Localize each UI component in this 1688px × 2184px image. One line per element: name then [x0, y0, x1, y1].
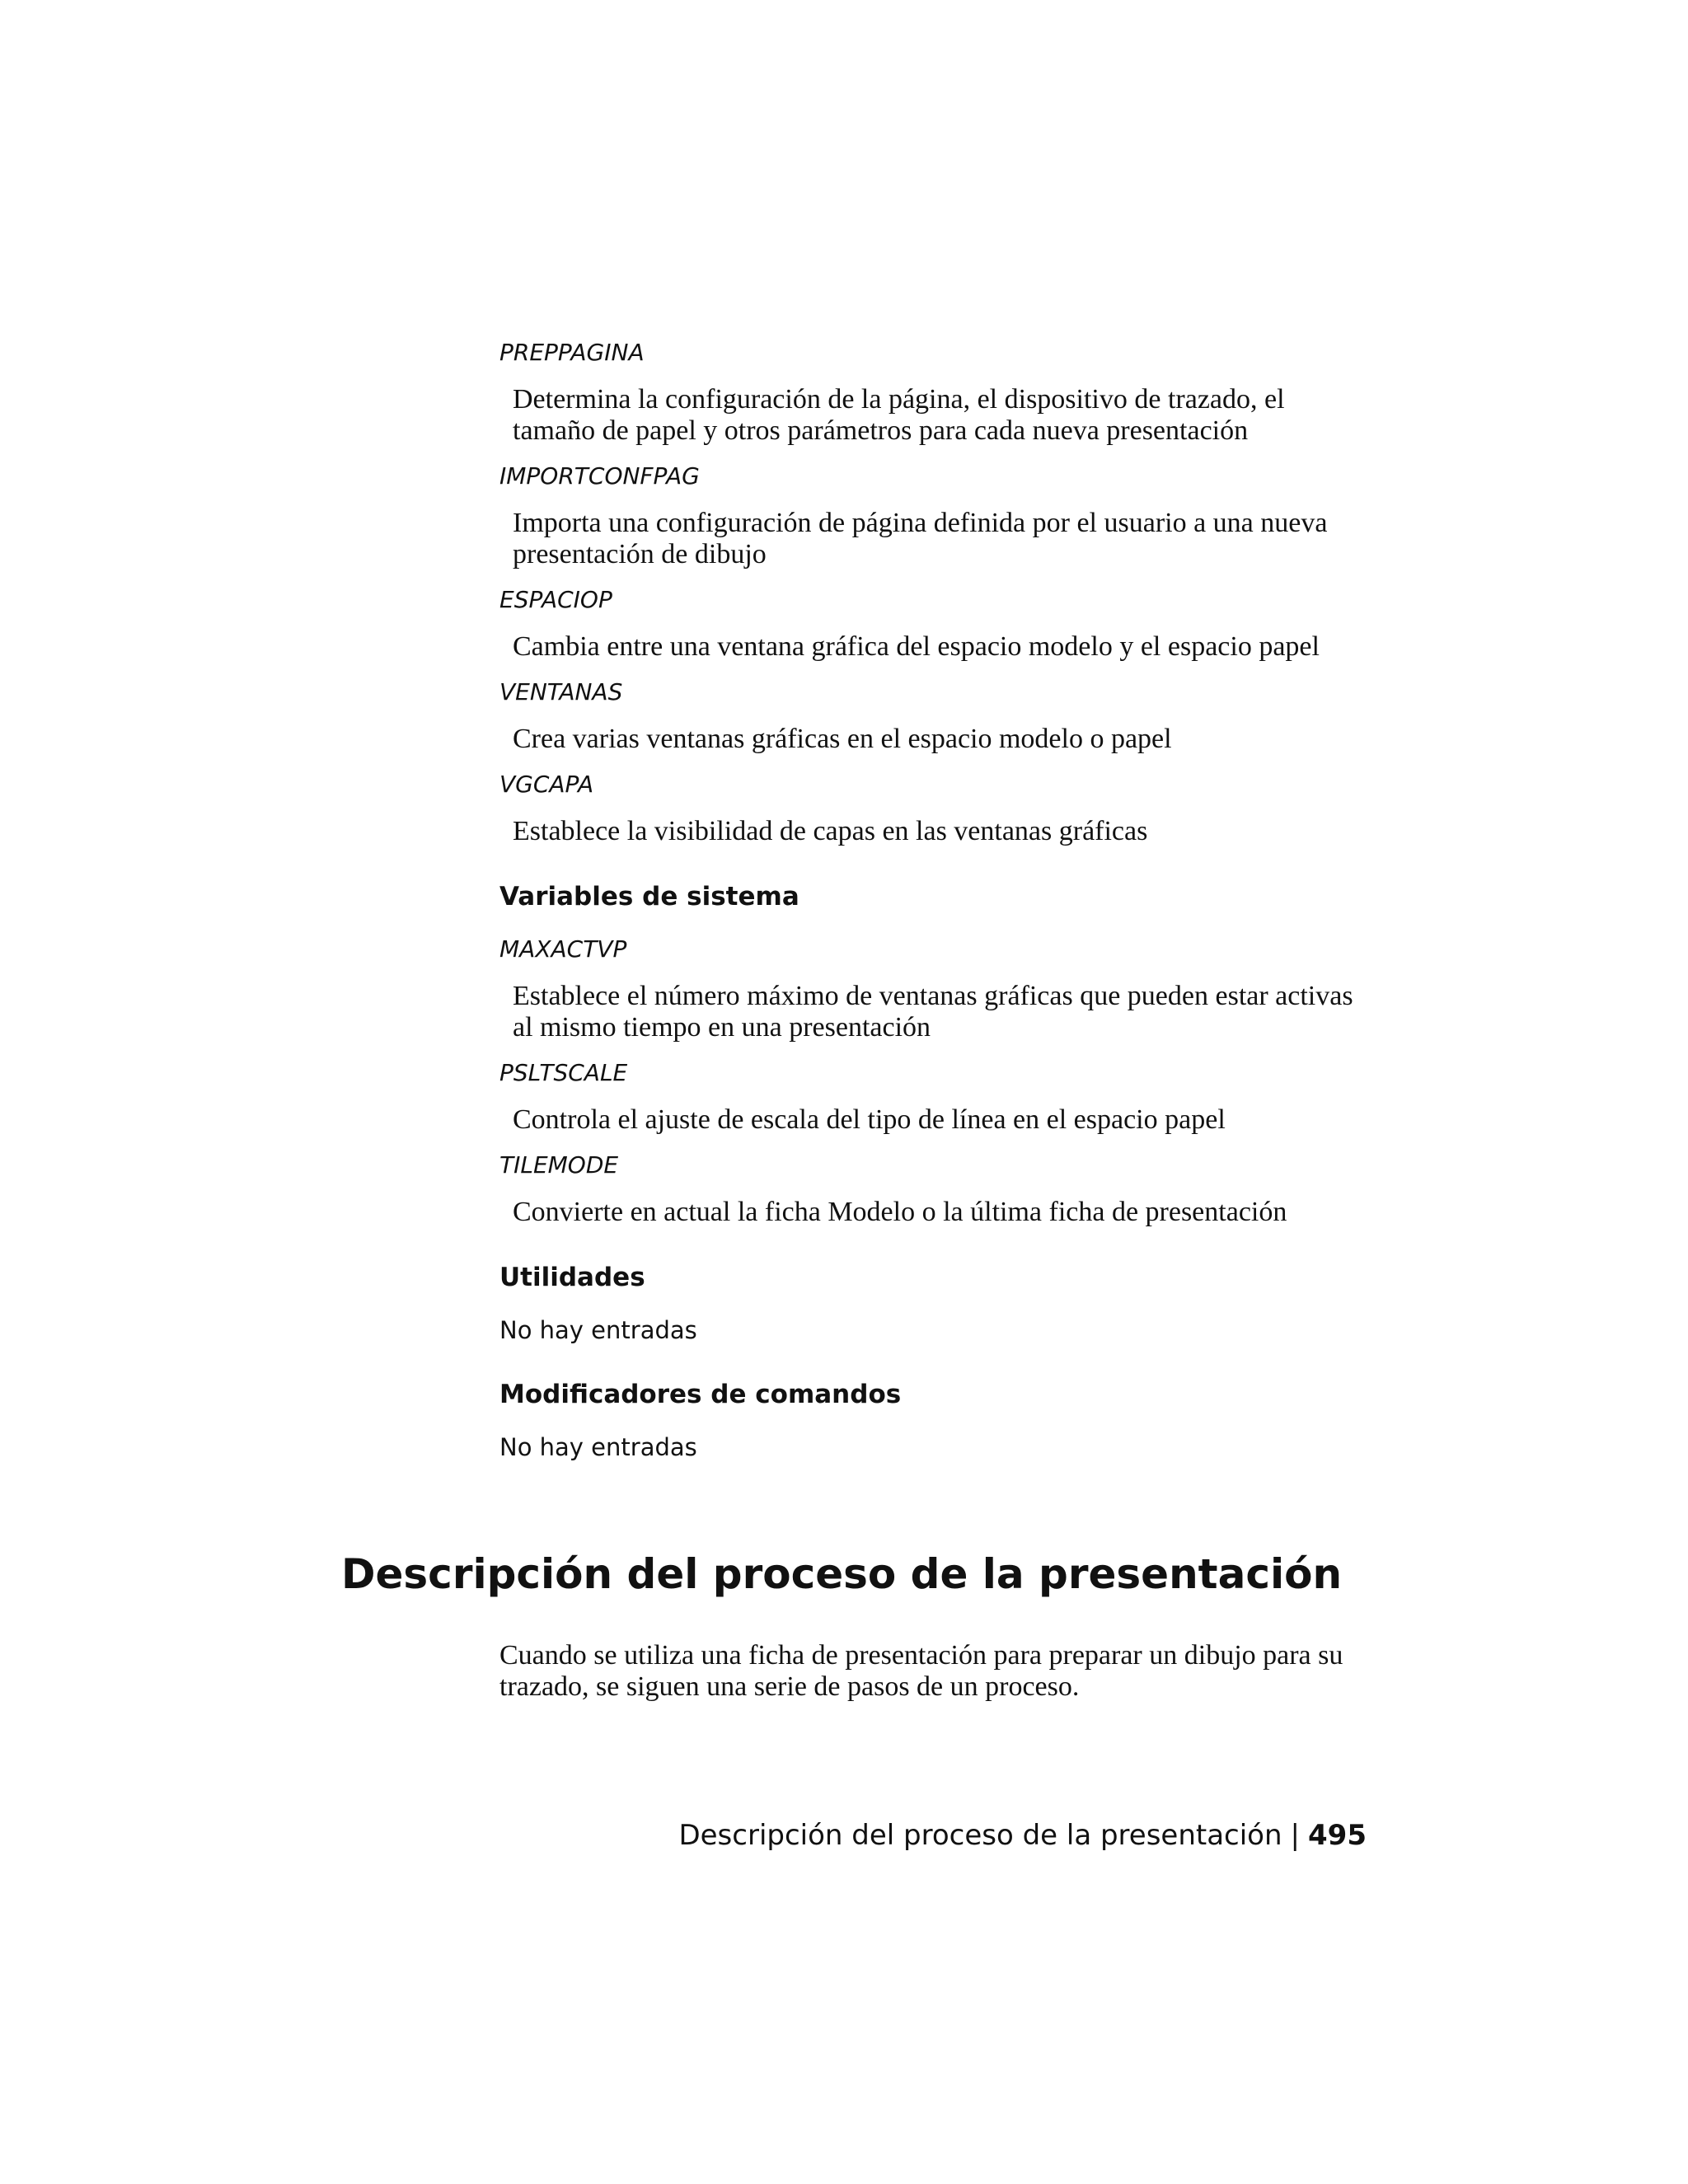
term-preppagina: PREPPAGINA	[499, 339, 645, 366]
term-ventanas: VENTANAS	[499, 678, 623, 705]
section-title: Descripción del proceso de la presentación	[341, 1550, 1343, 1598]
term-vgcapa: VGCAPA	[499, 771, 594, 798]
footer-separator: |	[1290, 1819, 1301, 1852]
section-body: Cuando se utiliza una ficha de presentación para preparar un dibujo para su trazado, se siguen una serie de pasos de un proceso.	[499, 1640, 1343, 1702]
desc-vgcapa: Establece la visibilidad de capas en las ventanas gráficas	[513, 816, 1148, 846]
term-importconfpag: IMPORTCONFPAG	[499, 462, 700, 490]
commands-list	[499, 338, 1373, 1479]
utilities-heading: Utilidades	[499, 1263, 645, 1292]
footer-title: Descripción del proceso de la presentación	[678, 1819, 1282, 1852]
desc-importconfpag: Importa una configuración de página definida por el usuario a una nueva presentación de dibujo	[513, 508, 1328, 569]
term-psltscale: PSLTSCALE	[499, 1059, 628, 1086]
desc-preppagina: Determina la configuración de la página, el dispositivo de trazado, el tamaño de papel y otros parámetros para cada nueva presentación	[513, 384, 1285, 446]
desc-maxactvp: Establece el número máximo de ventanas gráficas que pueden estar activas al mismo tiempo en una presentación	[513, 981, 1353, 1043]
desc-ventanas: Crea varias ventanas gráficas en el espacio modelo o papel	[513, 724, 1172, 754]
command-modifiers-text: No hay entradas	[499, 1433, 697, 1461]
page-footer	[678, 1817, 1367, 1854]
utilities-text: No hay entradas	[499, 1316, 697, 1344]
term-espaciop: ESPACIOP	[499, 586, 612, 613]
desc-tilemode: Convierte en actual la ficha Modelo o la última ficha de presentación	[513, 1197, 1287, 1227]
desc-psltscale: Controla el ajuste de escala del tipo de línea en el espacio papel	[513, 1104, 1226, 1135]
term-maxactvp: MAXACTVP	[499, 935, 627, 963]
command-modifiers-heading: Modificadores de comandos	[499, 1380, 902, 1409]
page-number: 495	[1308, 1819, 1367, 1852]
term-tilemode: TILEMODE	[499, 1151, 619, 1179]
system-variables-heading: Variables de sistema	[499, 882, 799, 912]
desc-espaciop: Cambia entre una ventana gráfica del espacio modelo y el espacio papel	[513, 631, 1320, 662]
